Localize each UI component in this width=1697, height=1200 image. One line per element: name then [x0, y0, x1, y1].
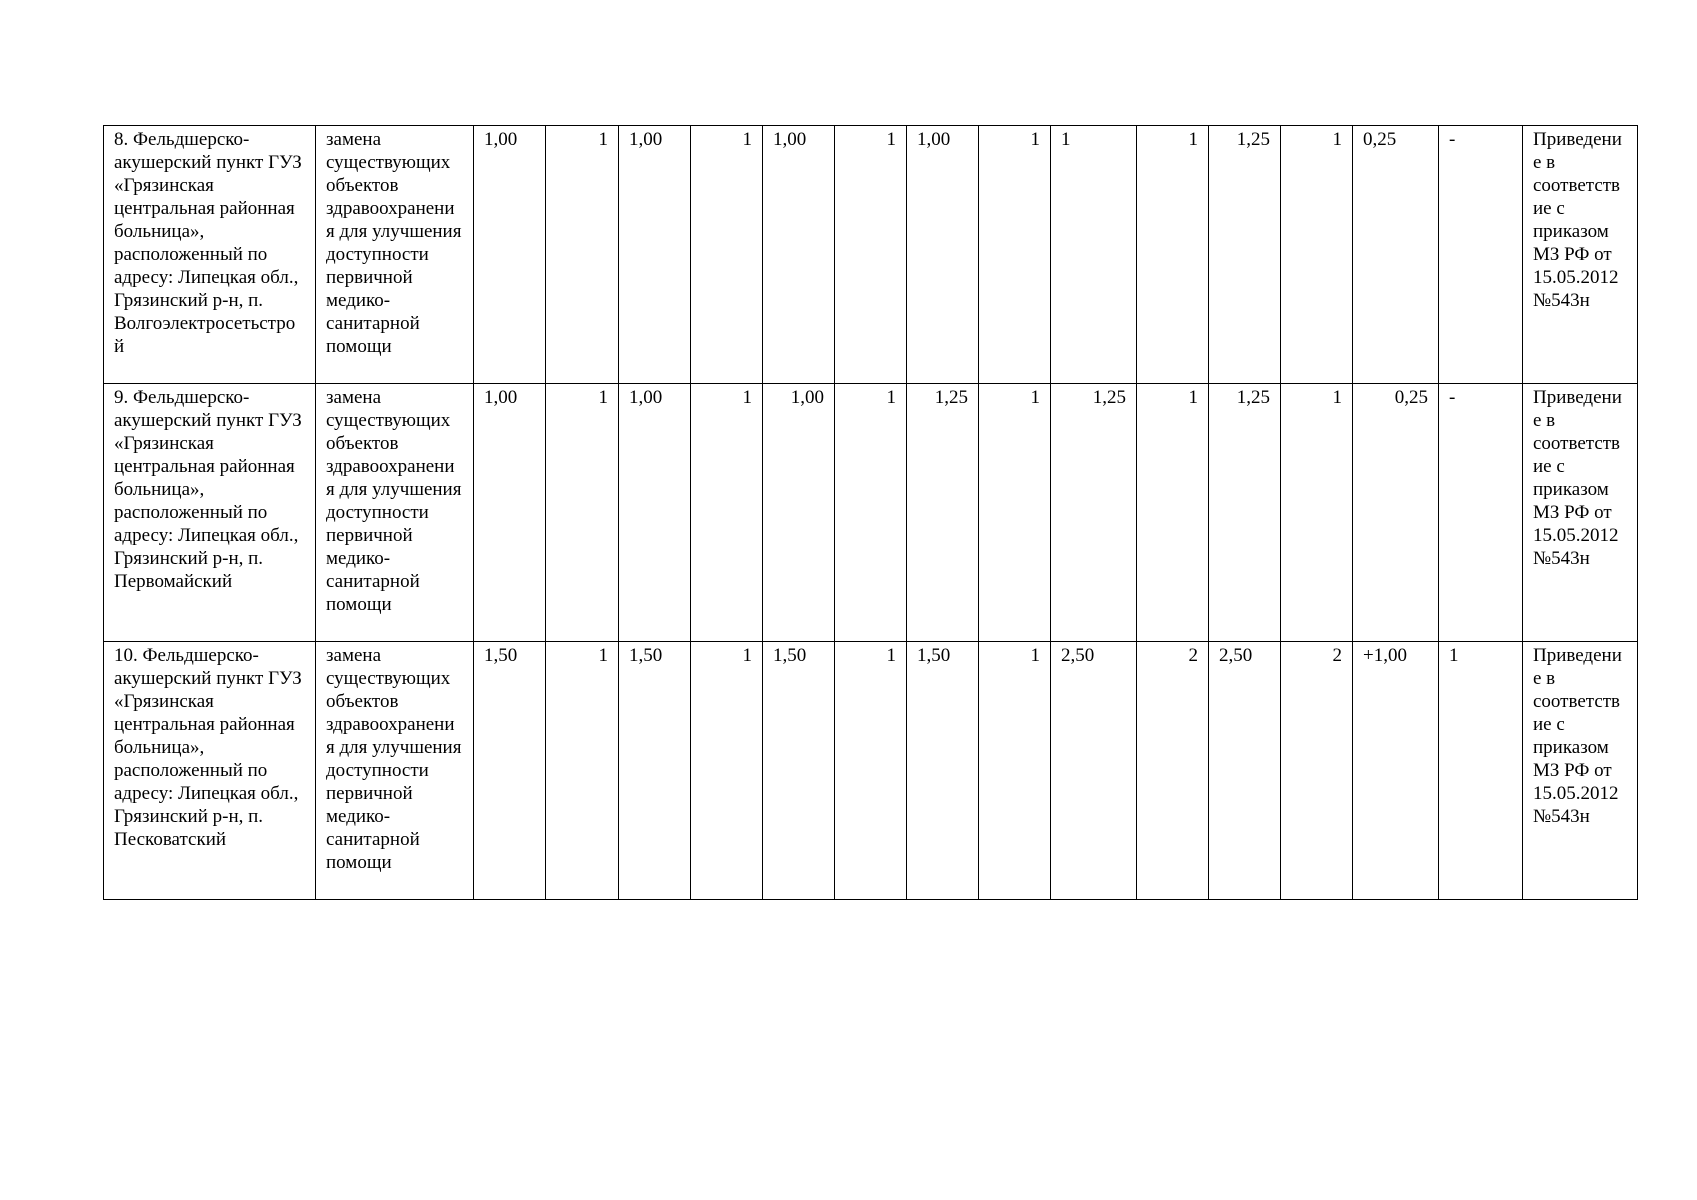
- value-cell: 2: [1281, 642, 1353, 900]
- note-cell: Приведение в соответствие с приказом МЗ РФ от 15.05.2012 №543н: [1523, 642, 1638, 900]
- value-cell: -: [1439, 126, 1523, 384]
- note-cell: Приведение в соответствие с приказом МЗ РФ от 15.05.2012 №543н: [1523, 126, 1638, 384]
- value-cell: 2: [1137, 642, 1209, 900]
- value-cell: 1,50: [619, 642, 691, 900]
- note-cell: Приведение в соответствие с приказом МЗ РФ от 15.05.2012 №543н: [1523, 384, 1638, 642]
- table-row: [104, 642, 1638, 900]
- value-cell: 0,25: [1353, 384, 1439, 642]
- value-cell: 1: [1281, 126, 1353, 384]
- value-cell: 1,00: [474, 384, 546, 642]
- value-cell: 1,50: [474, 642, 546, 900]
- value-cell: +1,00: [1353, 642, 1439, 900]
- value-cell: 1: [691, 642, 763, 900]
- value-cell: 1: [1051, 126, 1137, 384]
- table-row: [104, 384, 1638, 642]
- value-cell: 1,00: [619, 384, 691, 642]
- purpose-cell: замена существующих объектов здравоохранения для улучшения доступности первичной медико-санитарной помощи: [316, 384, 474, 642]
- value-cell: 1,25: [1209, 126, 1281, 384]
- value-cell: 1: [835, 384, 907, 642]
- value-cell: 1: [691, 126, 763, 384]
- value-cell: -: [1439, 384, 1523, 642]
- value-cell: 1,25: [1209, 384, 1281, 642]
- facility-name-cell: 9. Фельдшерско-акушерский пункт ГУЗ «Грязинская центральная районная больница», расположенный по адресу: Липецкая обл., Грязинский р-н, п. Первомайский: [104, 384, 316, 642]
- value-cell: 1: [979, 384, 1051, 642]
- value-cell: 1: [1137, 384, 1209, 642]
- value-cell: 1,00: [763, 126, 835, 384]
- value-cell: 1: [546, 126, 619, 384]
- facilities-table: [103, 125, 1638, 900]
- value-cell: 1: [835, 642, 907, 900]
- value-cell: 1: [835, 126, 907, 384]
- table-row: [104, 126, 1638, 384]
- value-cell: 1: [546, 642, 619, 900]
- value-cell: 1,50: [907, 642, 979, 900]
- value-cell: 1,00: [763, 384, 835, 642]
- value-cell: 1,25: [1051, 384, 1137, 642]
- facility-name-cell: 8. Фельдшерско-акушерский пункт ГУЗ «Грязинская центральная районная больница», расположенный по адресу: Липецкая обл., Грязинский р-н, п. Волгоэлектросетьстрой: [104, 126, 316, 384]
- value-cell: 1: [546, 384, 619, 642]
- value-cell: 1,00: [907, 126, 979, 384]
- value-cell: 1: [1281, 384, 1353, 642]
- value-cell: 0,25: [1353, 126, 1439, 384]
- value-cell: 1,00: [619, 126, 691, 384]
- value-cell: 1: [979, 126, 1051, 384]
- value-cell: 1: [691, 384, 763, 642]
- value-cell: 1: [1439, 642, 1523, 900]
- purpose-cell: замена существующих объектов здравоохранения для улучшения доступности первичной медико-санитарной помощи: [316, 642, 474, 900]
- value-cell: 2,50: [1051, 642, 1137, 900]
- facility-name-cell: 10. Фельдшерско-акушерский пункт ГУЗ «Грязинская центральная районная больница», расположенный по адресу: Липецкая обл., Грязинский р-н, п. Песковатский: [104, 642, 316, 900]
- value-cell: 1: [1137, 126, 1209, 384]
- value-cell: 1,50: [763, 642, 835, 900]
- value-cell: 1,00: [474, 126, 546, 384]
- value-cell: 1,25: [907, 384, 979, 642]
- value-cell: 2,50: [1209, 642, 1281, 900]
- value-cell: 1: [979, 642, 1051, 900]
- purpose-cell: замена существующих объектов здравоохранения для улучшения доступности первичной медико-санитарной помощи: [316, 126, 474, 384]
